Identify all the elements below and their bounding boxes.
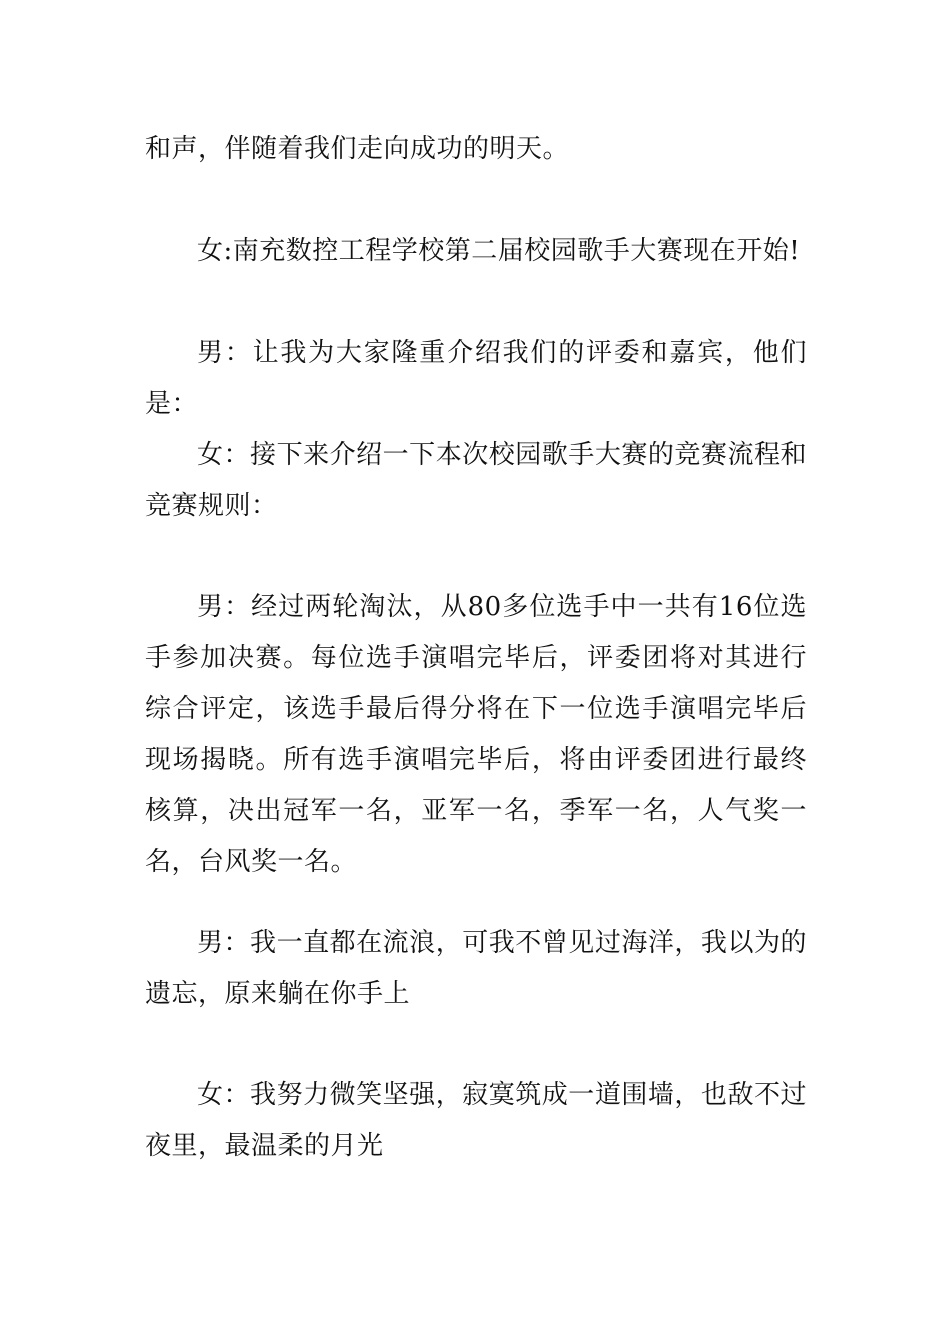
paragraph-text: 男：经过两轮淘汰，从80多位选手中一共有16位选手参加决赛。每位选手演唱完毕后，评委团将对其进行综合评定，该选手最后得分将在下一位选手演唱完毕后现场揭晓。所有选手演唱完毕后，将由评委团进行最终核算，决出冠军一名，亚军一名，季军一名，人气奖一名，台风奖一名。: [145, 592, 807, 877]
paragraph-lyric-male: [145, 918, 807, 1020]
paragraph-judges-intro: [145, 328, 807, 430]
paragraph-text: 男：让我为大家隆重介绍我们的评委和嘉宾，他们是：: [145, 338, 807, 419]
paragraph-text: 女:南充数控工程学校第二届校园歌手大赛现在开始!: [197, 236, 801, 266]
paragraph-continuation: [145, 124, 807, 175]
paragraph-text: 男：我一直都在流浪，可我不曾见过海洋，我以为的遗忘，原来躺在你手上: [145, 928, 807, 1009]
paragraph-lyric-female: [145, 1070, 807, 1172]
paragraph-opening-announcement: [145, 226, 807, 277]
paragraph-text: 女：接下来介绍一下本次校园歌手大赛的竞赛流程和竞赛规则：: [145, 440, 807, 521]
paragraph-text: 女：我努力微笑坚强，寂寞筑成一道围墙，也敌不过夜里，最温柔的月光: [145, 1080, 807, 1161]
paragraph-competition-rules: [145, 582, 807, 888]
paragraph-rules-intro: [145, 430, 807, 532]
paragraph-text: 和声，伴随着我们走向成功的明天。: [145, 134, 570, 164]
